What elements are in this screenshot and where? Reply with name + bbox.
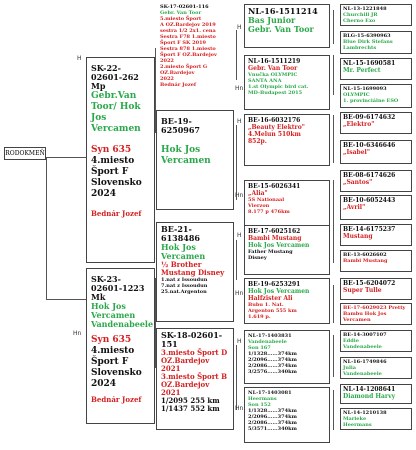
mgd-result-2: 1/2095 255 km 1/1437 552 km: [161, 396, 220, 413]
gen4-box-3: [340, 58, 412, 80]
tree-line: [333, 225, 334, 263]
gen3-box-7: [244, 330, 330, 384]
tree-line: [236, 345, 237, 410]
gen4-box-9: [340, 224, 412, 246]
gen4-box-10: [340, 250, 412, 272]
gs-id: SK-17-02601-116: [160, 4, 209, 10]
gs-breeder: Bednár Jozef: [160, 82, 197, 88]
gen4-id: BE-10-6346646: [343, 142, 396, 149]
gen4-id: BLG-15-6390963: [343, 33, 391, 39]
gen3-owner: Vandenabeele Son 167: [248, 339, 287, 351]
gen4-id: BE-14-6175237: [343, 226, 396, 233]
paternal-granddam-box: [156, 110, 234, 210]
gen4-box-6: [340, 140, 412, 164]
gen4-id: BE-15-6204072: [343, 280, 396, 287]
sex-marker: H: [237, 232, 242, 239]
gs-owner: Gebr. Van Toor: [160, 10, 202, 16]
sire-owner: Gebr.Van Toor/ Hok Jos Vercamen: [91, 91, 141, 134]
gen3-result: „Beauty Elektro": [248, 124, 305, 131]
dam-sex-code: Mk: [91, 292, 106, 302]
gen4-id: BE-13-6026602: [343, 252, 387, 258]
gen4-id: NL-15-1699093: [343, 86, 387, 92]
mgd-result: 3.miesto Šport D OZ.Bardejov 2021 3.miesto Šport B OZ.Bardejov 2021: [161, 348, 228, 397]
root-box: [4, 147, 46, 160]
pgd-id: BE-19-6250967: [161, 116, 200, 135]
gen4-name: Churchill JR Cherno Exo: [343, 12, 378, 24]
sex-marker: Hn: [235, 405, 244, 412]
gen3-result-2: 1/1328......374km 2/2096......374km 2/2086......374km 5/3571......340km: [248, 408, 297, 432]
gen4-id: BE-08-6174626: [343, 172, 396, 179]
gen3-result: Bambi Mustang: [248, 235, 302, 242]
gen4-name: Mr. Perfect: [343, 67, 381, 74]
sex-marker: H: [77, 55, 82, 62]
gen4-box-1: [340, 4, 412, 26]
gen4-name: Bambi Mustang: [343, 258, 388, 264]
gen4-box-7: [340, 170, 412, 192]
mgs-owner: Hok Jos Vercamen: [161, 242, 206, 261]
sex-marker: H: [237, 24, 242, 31]
gen3-extra: Vnučka OLYMPIC SANTA ANA 1.st Olympic bird cat. MD-Budapest 2015: [248, 72, 309, 96]
gen4-name: Mustang: [343, 233, 373, 240]
gen3-owner: Heermans Son 152: [248, 396, 277, 408]
gen4-name: „Avril": [343, 204, 366, 211]
gen4-id: NL-14-1208641: [343, 386, 396, 393]
sex-marker: Hn: [73, 330, 82, 337]
gen3-id: NL-16-1511219: [248, 58, 301, 65]
gen4-box-4: [340, 84, 412, 108]
gen4-name: „Elektro": [343, 121, 375, 128]
sire-sex-code: Mp: [91, 81, 106, 91]
pgd-owner: Hok Jos Vercamen: [161, 145, 211, 166]
maternal-grandsire-box: [156, 222, 234, 322]
gen4-id: BE-14-3007107: [343, 332, 387, 338]
gen4-name: Diamond Harvy: [343, 393, 396, 400]
sire-box: [86, 57, 155, 263]
gen3-box-6: [244, 278, 330, 324]
gen3-result: „Alia": [248, 190, 268, 197]
sex-marker: H: [237, 338, 242, 345]
mgs-result-2: 1.nat z Issoudun 7.nat z Issoudun 25.nat.Argenton: [161, 277, 208, 295]
sire-id: SK-22-02601-262: [91, 63, 139, 82]
sire-breeder: Bednár Jozef: [91, 209, 142, 218]
gen4-box-16: [340, 408, 412, 430]
gen4-name: Marieke Heermans: [343, 416, 372, 428]
gen3-owner: Bas Junior Gebr. Van Toor: [248, 15, 314, 34]
gen4-name: Blue Dirk Stefans Lambrechts: [343, 39, 393, 51]
gen3-box-3: [244, 114, 330, 166]
tree-line: [47, 157, 87, 158]
gen4-id: BE-09-6174632: [343, 114, 396, 121]
gen3-id: NL-17-1403081: [248, 390, 292, 396]
gen3-id: BE-19-6253291: [248, 281, 301, 288]
gen4-name: „Santos": [343, 179, 373, 186]
gen4-box-5: [340, 112, 412, 134]
gen3-id: NL-16-1511214: [248, 6, 318, 16]
gen3-id: BE-15-6026341: [248, 183, 301, 190]
tree-line: [236, 125, 237, 200]
dam-owner: Hok Jos Vercamen Vandenabeele: [91, 301, 154, 329]
dam-result: Syn 635: [91, 335, 132, 345]
gen4-name: Super Tulle: [343, 287, 382, 294]
gen4-name: Bambu Hok Jos Vercamen: [343, 311, 387, 323]
sex-marker: Hn: [235, 85, 244, 92]
gen4-box-13: [340, 330, 412, 352]
gen3-result-2: 5S Nationaal Vierzon 8.177 p 476km: [248, 197, 290, 215]
mgs-id: BE-21-6138486: [161, 224, 200, 243]
gen4-id: BE-10-6052443: [343, 197, 396, 204]
tree-line: [333, 285, 334, 323]
gen4-id: NL-16-1749846: [343, 359, 387, 365]
maternal-granddam-box: [156, 328, 234, 430]
gen4-box-2: [340, 31, 412, 54]
mgd-id: SK-18-02601-151: [161, 330, 223, 349]
gen3-result: Halfzister Ali: [248, 295, 293, 302]
gen4-id: NL-15-1690581: [343, 60, 396, 67]
tree-line: [333, 10, 334, 44]
gen3-result-2: Father Mustang Disney: [248, 249, 293, 261]
gen4-box-11: [340, 278, 412, 300]
tree-line: [333, 55, 334, 95]
tree-line: [333, 335, 334, 377]
sex-marker: Hn: [235, 192, 244, 199]
sex-marker: H: [237, 118, 242, 125]
gen4-box-14: [340, 357, 412, 379]
gen4-box-8: [340, 195, 412, 220]
gen3-owner: Hok Jos Vercamen: [248, 242, 310, 249]
gen4-name: Eddie Vandenabeele: [343, 338, 382, 350]
tree-line: [47, 299, 87, 300]
dam-id: SK-23-02601-1223: [91, 274, 145, 293]
gen3-id: BE-16-6032176: [248, 117, 301, 124]
tree-line: [46, 157, 47, 300]
gen4-id: NL-14-1210138: [343, 410, 387, 416]
tree-line: [333, 180, 334, 225]
root-label: RODOKMEŇ: [5, 150, 45, 157]
gen4-box-12: [340, 303, 412, 325]
gen3-owner: Hok Jos Vercamen: [248, 288, 310, 295]
tree-line: [333, 115, 334, 163]
gen3-box-1: [244, 4, 330, 48]
gen3-result-2: Bubu 1. Nat. Argenton 555 km 1.619 p.: [248, 302, 297, 320]
sex-marker: Hn: [235, 290, 244, 297]
grandsire-text: [160, 4, 230, 104]
sire-result-2: 4.miesto Šport F Slovensko 2024: [91, 156, 142, 199]
tree-line: [333, 390, 334, 430]
gen3-owner: Gebr. Van Toor: [248, 65, 298, 72]
gen3-id: NL-17-1403831: [248, 333, 292, 339]
sire-result: Syn 635: [91, 145, 132, 155]
gen3-box-4: [244, 180, 330, 230]
gen4-id: BE-17-6029023 Pretty: [343, 305, 406, 311]
gen3-id: BE-17-6025162: [248, 228, 301, 235]
gen4-box-15: [340, 384, 412, 404]
tree-line: [236, 240, 237, 280]
gen3-result-2: 1/1328......374km 2/2096......374km 2/2086......374km 3/2576......340km: [248, 351, 297, 375]
gen3-box-5: [244, 225, 330, 275]
gen3-result-2: 4.Melun 510km 852p.: [248, 131, 301, 145]
mgs-result: ½ Brother Mustang Disney: [161, 260, 225, 277]
dam-result-2: 4.miesto Šport F Slovensko 2024: [91, 346, 142, 389]
gen3-box-2: [244, 55, 330, 110]
gen4-name: „Isabel": [343, 149, 370, 156]
tree-line: [236, 30, 237, 80]
dam-box: [86, 268, 155, 424]
gen4-name: Julia Vandenabeele: [343, 365, 382, 377]
gen4-name: OLYMPIC 1. provinciálne ESO: [343, 92, 399, 104]
gs-results: 5.miesto Šport A OZ.Bardejov 2019 sestra 1/2 2x1. cena Sestra F78 1.miesto Šport F SK 2019 Sestra 878 1.miesto Šport F OZ.Bardejov 2022 2.miesto Šport G OZ.Bardejov 2022: [160, 16, 217, 82]
gen4-id: NL-13-1221848: [343, 6, 387, 12]
gen3-box-8: [244, 387, 330, 443]
dam-breeder: Bednár Jozef: [91, 395, 142, 404]
